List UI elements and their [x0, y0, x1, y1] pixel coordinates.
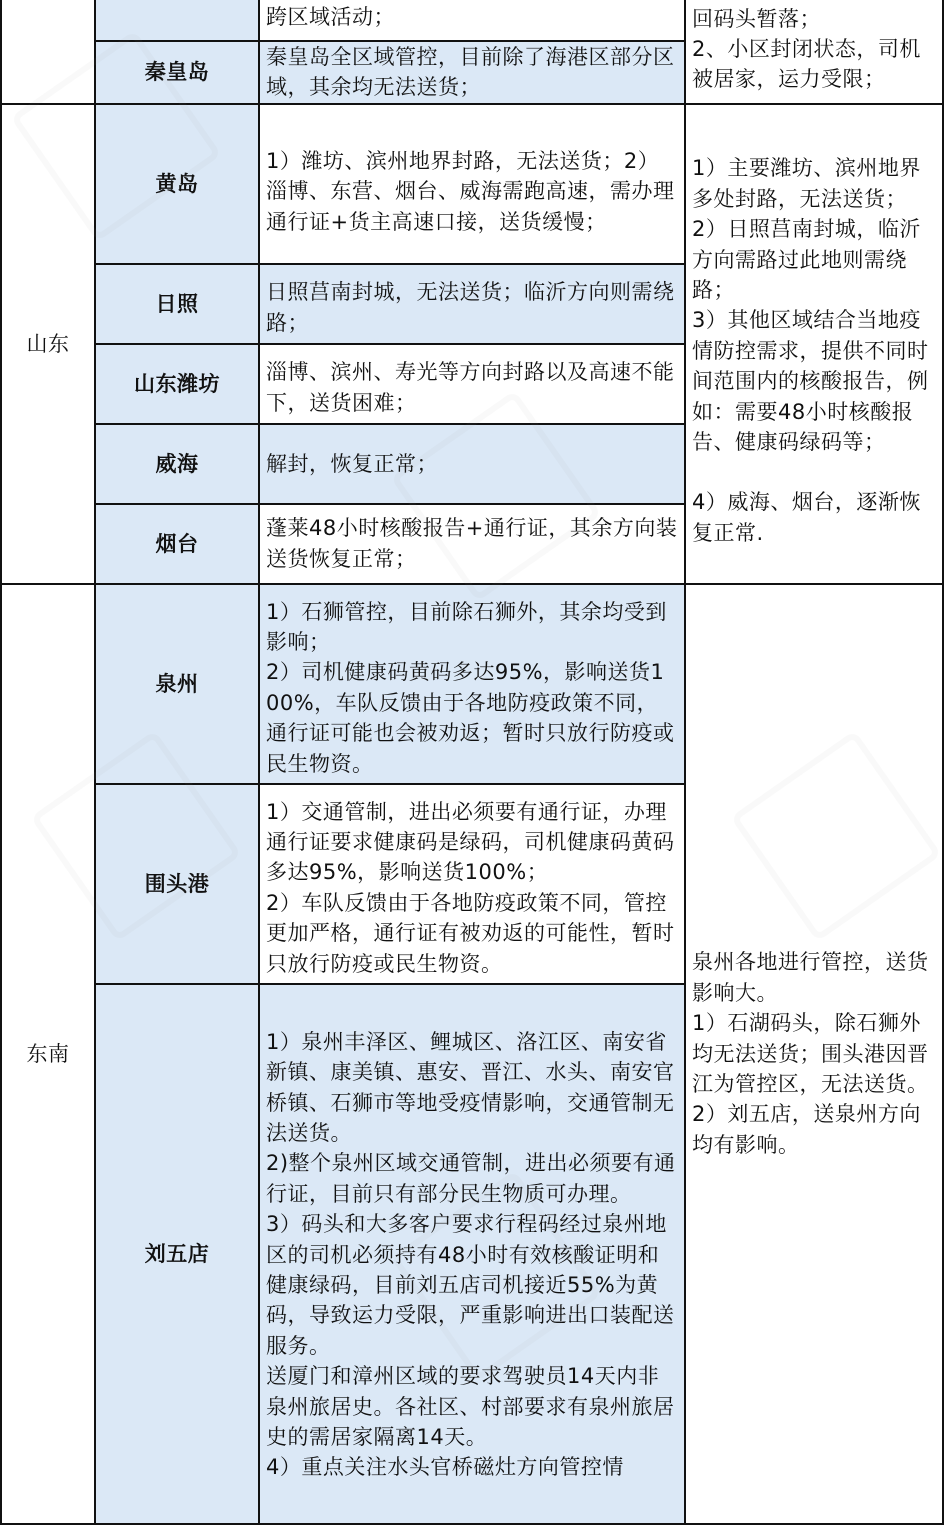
- detail-cell: [259, 344, 685, 424]
- city-cell: [95, 0, 259, 41]
- city-cell: 秦皇岛: [95, 41, 259, 104]
- detail-text: 3）码头和大多客户要求行程码经过泉州地区的司机必须持有48小时有效核酸证明和健康绿码，目前刘五店司机接近55%为黄码，导致运力受限，严重影响进出口装配送服务。: [266, 1212, 675, 1358]
- detail-text: 1）潍坊、滨州地界封路，无法送货；2）淄博、东营、烟台、威海需跑高速，需办理通行证+货主高速口接，送货缓慢；: [266, 148, 675, 234]
- summary-text: 1）主要潍坊、滨州地界多处封路，无法送货；: [692, 156, 921, 211]
- detail-cell: [259, 264, 685, 344]
- region-cell-dongnan: 东南: [1, 584, 95, 1524]
- detail-text: 1）石狮管控，目前除石狮外，其余均受到影响；: [266, 599, 667, 654]
- detail-text: 解封，恢复正常；: [266, 451, 438, 476]
- city-cell: 围头港: [95, 784, 259, 984]
- summary-text: 2）刘五店，送泉州方向均有影响。: [692, 1102, 921, 1157]
- detail-text: 送厦门和漳州区域的要求驾驶员14天内非泉州旅居史。各社区、村部要求有泉州旅居史的需居家隔离14天。: [266, 1364, 675, 1450]
- detail-cell: [259, 41, 685, 104]
- city-cell: 山东潍坊: [95, 344, 259, 424]
- detail-text: 淄博、滨州、寿光等方向封路以及高速不能下，送货困难；: [266, 360, 675, 415]
- summary-cell-shandong: [685, 104, 943, 584]
- table-row: [1, 104, 943, 264]
- detail-text: 2)整个泉州区域交通管制，进出必须要有通行证，目前只有部分民生物质可办理。: [266, 1151, 676, 1206]
- detail-cell: [259, 104, 685, 264]
- summary-text: 4）威海、烟台，逐渐恢复正常.: [692, 490, 921, 545]
- city-cell: 威海: [95, 424, 259, 504]
- detail-text: 1）交通管制，进出必须要有通行证，办理通行证要求健康码是绿码，司机健康码黄码多达95%，影响送货100%；: [266, 799, 675, 885]
- region-cell-top: [1, 0, 95, 104]
- city-cell: 刘五店: [95, 984, 259, 1524]
- detail-text: 秦皇岛全区域管控，目前除了海港区部分区域，其余均无法送货；: [266, 45, 675, 100]
- detail-cell: [259, 984, 685, 1524]
- summary-cell-dongnan: [685, 584, 943, 1524]
- summary-text: 3）其他区域结合当地疫情防控需求，提供不同时间范围内的核酸报告，例如：需要48小时核酸报告、健康码绿码等；: [692, 308, 929, 455]
- detail-cell: [259, 584, 685, 784]
- table-row: [1, 0, 943, 41]
- detail-cell: [259, 0, 685, 41]
- detail-text: 日照莒南封城，无法送货；临沂方向则需绕路；: [266, 280, 675, 335]
- summary-cell-top: [685, 0, 943, 104]
- detail-cell: [259, 424, 685, 504]
- detail-text: 蓬莱48小时核酸报告+通行证，其余方向装送货恢复正常；: [266, 516, 678, 571]
- detail-cell: [259, 784, 685, 984]
- detail-text: 2）车队反馈由于各地防疫政策不同，管控更加严格，通行证有被劝返的可能性，暂时只放行防疫或民生物资。: [266, 890, 675, 976]
- detail-text: 4）重点关注水头官桥磁灶方向管控情: [266, 1455, 624, 1480]
- city-cell: 泉州: [95, 584, 259, 784]
- summary-text: 回码头暂落；: [692, 6, 821, 31]
- detail-text: 2）司机健康码黄码多达95%，影响送货100%，车队反馈由于各地防疫政策不同，通行证可能也会被劝返；暂时只放行防疫或民生物资。: [266, 660, 675, 776]
- summary-text: 2）日照莒南封城，临沂方向需路过此地则需绕路；: [692, 217, 921, 302]
- city-cell: 日照: [95, 264, 259, 344]
- detail-cell: [259, 504, 685, 584]
- detail-text: 1）泉州丰泽区、鲤城区、洛江区、南安省新镇、康美镇、惠安、晋江、水头、南安官桥镇、石狮市等地受疫情影响，交通管制无法送货。: [266, 1029, 675, 1145]
- city-cell: 黄岛: [95, 104, 259, 264]
- summary-text: 泉州各地进行管控，送货影响大。: [692, 950, 929, 1005]
- summary-gap: [692, 457, 936, 487]
- table-row: [1, 584, 943, 784]
- detail-text: 跨区域活动；: [266, 4, 395, 29]
- city-cell: 烟台: [95, 504, 259, 584]
- summary-text: 2、小区封闭状态，司机被居家，运力受限；: [692, 37, 921, 92]
- region-cell-shandong: 山东: [1, 104, 95, 584]
- summary-text: 1）石湖码头，除石狮外均无法送货；围头港因晋江为管控区，无法送货。: [692, 1011, 929, 1097]
